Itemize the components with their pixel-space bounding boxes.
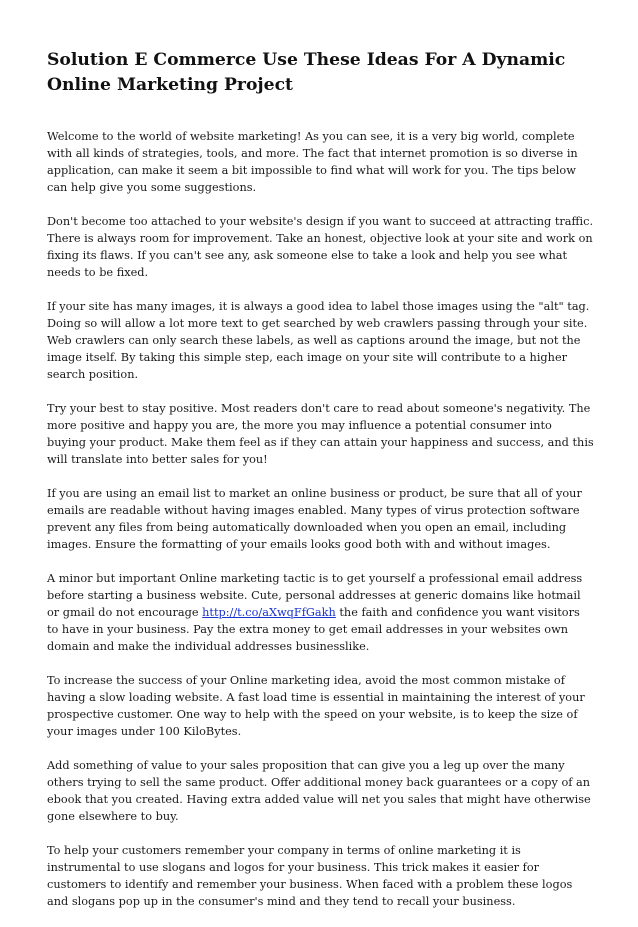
paragraph-email-images: If you are using an email list to market an online business or product, be sure that all of your emails are readable without having images enabled. Many types of virus protection software prevent any files from being automatically downloaded when you open an email, including images. Ensure the formatting of your emails looks good both with and without images.	[47, 487, 582, 551]
paragraph-slogans: To help your customers remember your company in terms of online marketing it is instrumental to use slogans and logos for your business. This trick makes it easier for customers to identify and remember your business. When faced with a problem these logos and slogans pop up in the consumer's mind and they tend to recall your business.	[47, 844, 573, 908]
paragraph-alt-tag: If your site has many images, it is always a good idea to label those images using the "alt" tag. Doing so will allow a lot more text to get searched by web crawlers passing through your site. Web crawlers can only search these labels, as well as captions around the image, but not the image itself. By taking this simple step, each image on your site will contribute to a higher search position.	[47, 300, 590, 381]
document-page	[47, 48, 594, 927]
paragraph-email-address-before: A minor but important Online marketing tactic is to get yourself a professional email address before starting a business website. Cute, personal addresses at generic domains like hotmail or gmail do not encourage	[47, 572, 583, 619]
document-title: Solution E Commerce Use These Ideas For A Dynamic Online Marketing Project	[47, 50, 566, 95]
paragraph-load-speed: To increase the success of your Online marketing idea, avoid the most common mistake of having a slow loading website. A fast load time is essential in maintaining the interest of your prospective customer. One way to help with the speed on your website, is to keep the size of your images under 100 KiloBytes.	[47, 674, 585, 738]
tco-link[interactable]: http://t.co/aXwqFfGakh	[202, 606, 336, 619]
paragraph-positive: Try your best to stay positive. Most readers don't care to read about someone's negativity. The more positive and happy you are, the more you may influence a potential consumer into buying your product. Make them feel as if they can attain your happiness and success, and this will translate into better sales for you!	[47, 402, 594, 466]
paragraph-email-address	[47, 570, 594, 655]
paragraph-welcome: Welcome to the world of website marketing! As you can see, it is a very big world, complete with all kinds of strategies, tools, and more. The fact that internet promotion is so diverse in application, can make it seem a bit impossible to find what will work for you. The tips below can help give you some suggestions.	[47, 130, 578, 194]
paragraph-added-value: Add something of value to your sales proposition that can give you a leg up over the many others trying to sell the same product. Offer additional money back guarantees or a copy of an ebook that you created. Having extra added value will net you sales that might have otherwise gone elsewhere to buy.	[47, 759, 591, 823]
paragraph-email-address-after: the faith and confidence you want visitors to have in your business. Pay the extra money to get email addresses in your websites own domain and make the individual addresses businesslike.	[47, 606, 580, 653]
paragraph-design: Don't become too attached to your website's design if you want to succeed at attracting traffic. There is always room for improvement. Take an honest, objective look at your site and work on fixing its flaws. If you can't see any, ask someone else to take a look and help you see what needs to be fixed.	[47, 215, 594, 279]
